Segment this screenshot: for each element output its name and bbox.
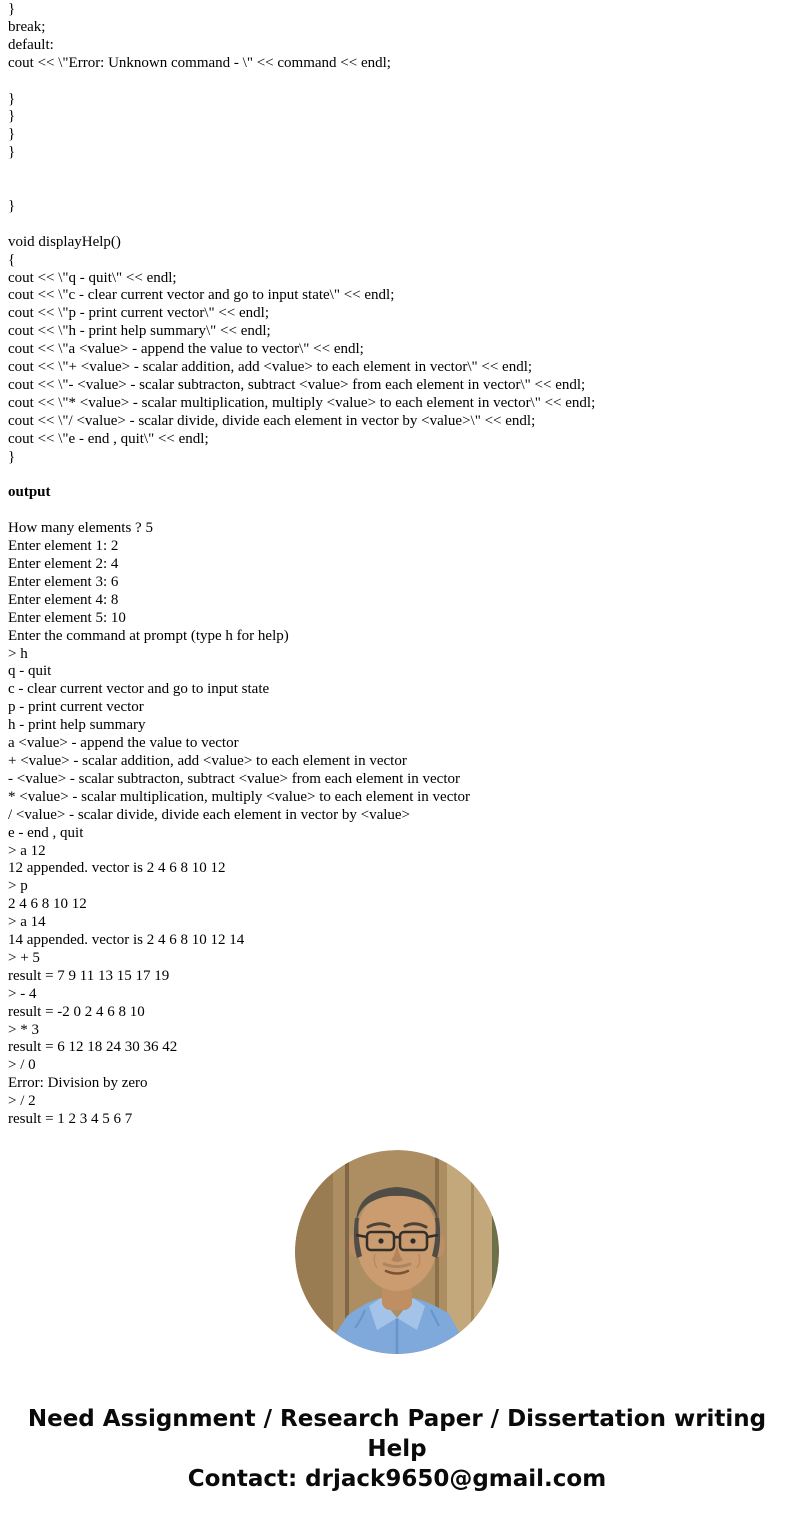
code-line: } <box>8 197 16 214</box>
output-line: Enter element 5: 10 <box>8 609 126 626</box>
code-line: cout << \"/ <value> - scalar divide, divide each element in vector by <value>\" << endl; <box>8 412 536 429</box>
output-line: q - quit <box>8 663 52 680</box>
code-line: } <box>8 90 16 107</box>
output-line: > / 2 <box>8 1093 36 1110</box>
code-line: } <box>8 1 16 17</box>
output-line: Enter element 1: 2 <box>8 538 119 555</box>
code-line: break; <box>8 18 46 35</box>
output-line: Enter element 2: 4 <box>8 556 119 572</box>
code-line: void displayHelp() <box>8 233 121 250</box>
output-line: > - 4 <box>8 985 37 1002</box>
output-lines <box>8 520 786 1123</box>
output-line: c - clear current vector and go to input state <box>8 681 270 698</box>
code-line <box>8 216 786 234</box>
output-line: 14 appended. vector is 2 4 6 8 10 12 14 <box>8 932 245 949</box>
presenter-photo <box>295 1150 499 1354</box>
output-line: result = 1 2 3 4 5 6 7 <box>8 1111 133 1123</box>
output-line: + <value> - scalar addition, add <value> to each element in vector <box>8 752 407 769</box>
code-line: cout << \"a <value> - append the value to vector\" << endl; <box>8 341 364 358</box>
output-line: e - end , quit <box>8 824 84 841</box>
output-line: > a 14 <box>8 914 46 931</box>
code-line <box>8 162 786 180</box>
output-line: h - print help summary <box>8 717 146 734</box>
output-line: > / 0 <box>8 1057 36 1074</box>
spacer-line <box>8 467 786 485</box>
footer-help-text: Need Assignment / Research Paper / Dissertation writing Help <box>27 1406 767 1462</box>
code-line: } <box>8 144 16 161</box>
code-line: cout << \"h - print help summary\" << endl; <box>8 323 271 340</box>
code-line <box>8 73 786 91</box>
code-line: cout << \"q - quit\" << endl; <box>8 269 177 286</box>
output-line: > * 3 <box>8 1021 39 1038</box>
code-line: cout << \"e - end , quit\" << endl; <box>8 430 209 447</box>
code-line: cout << \"c - clear current vector and go to input state\" << endl; <box>8 287 395 304</box>
code-line <box>8 180 786 198</box>
output-line: > p <box>8 878 28 895</box>
output-line: * <value> - scalar multiplication, multiply <value> to each element in vector <box>8 788 471 805</box>
output-line: Enter element 4: 8 <box>8 591 119 608</box>
spacer-line <box>8 502 786 520</box>
output-line: > h <box>8 645 28 662</box>
output-line: How many elements ? 5 <box>8 520 153 537</box>
output-line: 2 4 6 8 10 12 <box>8 896 87 913</box>
output-line: > a 12 <box>8 842 46 859</box>
output-line: result = 6 12 18 24 30 36 42 <box>8 1039 178 1056</box>
code-line: default: <box>8 36 54 53</box>
output-heading: output <box>8 484 51 501</box>
presenter-avatar <box>295 1150 499 1354</box>
code-line: } <box>8 126 16 143</box>
output-line: a <value> - append the value to vector <box>8 735 239 752</box>
code-line: cout << \"Error: Unknown command - \" << command << endl; <box>8 54 391 71</box>
output-line: 12 appended. vector is 2 4 6 8 10 12 <box>8 860 226 877</box>
output-line: / <value> - scalar divide, divide each element in vector by <value> <box>8 806 411 823</box>
code-line: cout << \"+ <value> - scalar addition, add <value> to each element in vector\" << endl; <box>8 359 533 376</box>
output-line: Error: Division by zero <box>8 1075 148 1092</box>
footer <box>0 1404 794 1494</box>
output-line: Enter element 3: 6 <box>8 573 119 590</box>
output-line: - <value> - scalar subtracton, subtract <value> from each element in vector <box>8 770 460 787</box>
footer-contact-email: Contact: drjack9650@gmail.com <box>187 1466 607 1492</box>
code-line: } <box>8 448 16 465</box>
output-line: result = -2 0 2 4 6 8 10 <box>8 1003 145 1020</box>
code-lines <box>8 1 786 467</box>
output-line: > + 5 <box>8 949 40 966</box>
code-line: { <box>8 251 16 268</box>
code-line: } <box>8 108 16 125</box>
code-line: cout << \"* <value> - scalar multiplication, multiply <value> to each element in vector\" << endl; <box>8 394 596 411</box>
code-line: cout << \"- <value> - scalar subtracton, subtract <value> from each element in vector\" << endl; <box>8 376 586 393</box>
output-line: result = 7 9 11 13 15 17 19 <box>8 967 170 984</box>
output-line: p - print current vector <box>8 699 144 716</box>
output-line: Enter the command at prompt (type h for help) <box>8 627 289 644</box>
code-line: cout << \"p - print current vector\" << endl; <box>8 305 270 322</box>
